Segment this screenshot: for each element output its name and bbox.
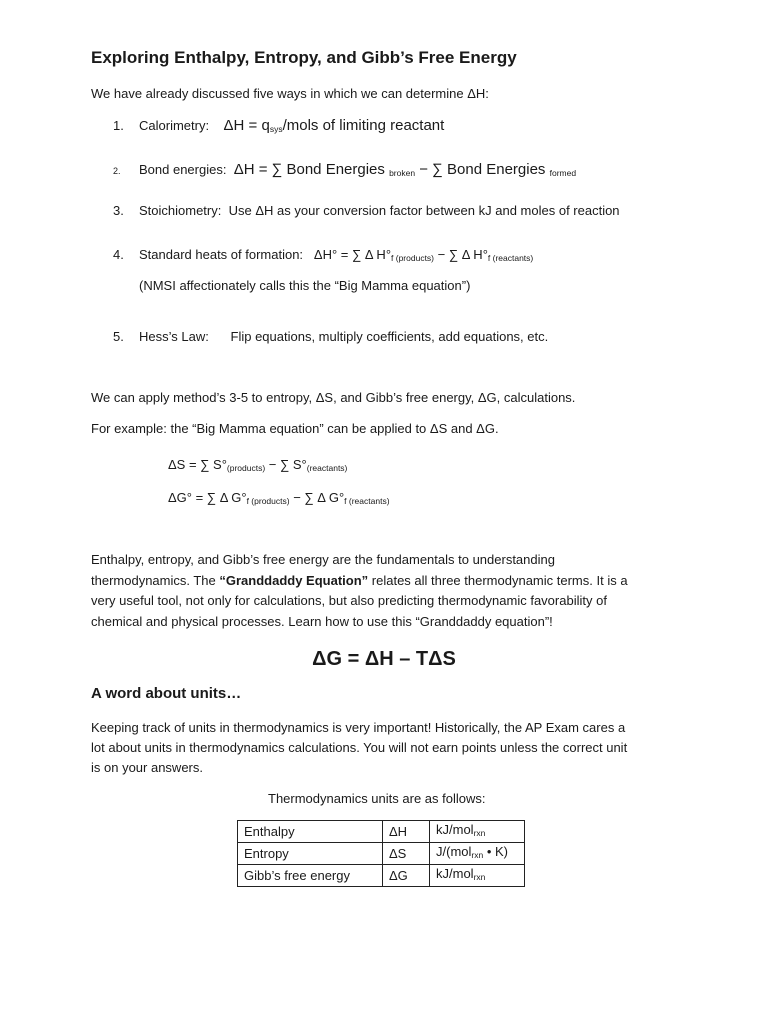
table-row [238,821,525,843]
cell-name: Gibb’s free energy [238,865,383,887]
para1-line4: chemical and physical processes. Learn how to use this “Granddaddy equation”! [91,614,553,629]
para2-line1: Keeping track of units in thermodynamics is very important! Historically, the AP Exam cares a [91,720,626,735]
method-3: 3. Stoichiometry: Use ΔH as your conversion factor between kJ and moles of reaction [113,203,620,218]
method-1: 1. Calorimetry: $\Delta H = q_{sys}$/mols of limiting reactant [113,117,445,134]
apply-text: We can apply method’s 3-5 to entropy, ΔS, and Gibb’s free energy, ΔG, calculations. [91,390,576,405]
method-4-note: (NMSI affectionately calls this the “Big Mamma equation”) [139,278,471,293]
method-4: 4. Standard heats of formation: ΔH° = ∑ Δ $H^\circ_{f (products)}$ − ∑ Δ $H^\circ_{f (reactants)}$ [113,247,534,263]
entropy-equation: ΔS = ∑ $S^\circ_{(products)}$ − ∑ $S^\circ_{(reactants)}$ [168,457,348,473]
intro-text: We have already discussed five ways in which we can determine ΔH: [91,86,489,101]
cell-name: Enthalpy [238,821,383,843]
cell-symbol: ΔS [383,843,430,865]
example-text: For example: the “Big Mamma equation” can be applied to ΔS and ΔG. [91,421,499,436]
cell-unit: J/(mol$_{rxn}$ • K) [430,843,525,865]
table-row [238,843,525,865]
cell-unit: kJ/mol$_{rxn}$ [430,821,525,843]
para1-line2: thermodynamics. The “Granddaddy Equation” relates all three thermodynamic terms. It is a [91,573,628,588]
table-row [238,865,525,887]
cell-symbol: ΔH [383,821,430,843]
para2-line3: is on your answers. [91,760,203,775]
units-table [237,820,525,887]
method-2: 2. Bond energies: ΔH = ∑ Bond Energies $_{broken}$ − ∑ Bond Energies $_{formed}$ [113,161,577,178]
granddaddy-equation: ΔG = ΔH – TΔS [312,648,456,670]
units-heading: A word about units… [91,685,242,702]
para1-line1: Enthalpy, entropy, and Gibb’s free energy are the fundamentals to understanding [91,552,555,567]
table-caption: Thermodynamics units are as follows: [268,791,486,806]
gibbs-equation: ΔG° = ∑ Δ $G^\circ_{f (products)}$ − ∑ Δ $G^\circ_{f (reactants)}$ [168,490,390,506]
para2-line2: lot about units in thermodynamics calculations. You will not earn points unless the correct unit [91,740,628,755]
cell-unit: kJ/mol$_{rxn}$ [430,865,525,887]
para1-line3: very useful tool, not only for calculations, but also predicting thermodynamic favorability of [91,593,607,608]
cell-name: Entropy [238,843,383,865]
page-title: Exploring Enthalpy, Entropy, and Gibb’s Free Energy [91,48,517,67]
cell-symbol: ΔG [383,865,430,887]
method-5: 5. Hess’s Law: Flip equations, multiply coefficients, add equations, etc. [113,329,549,344]
